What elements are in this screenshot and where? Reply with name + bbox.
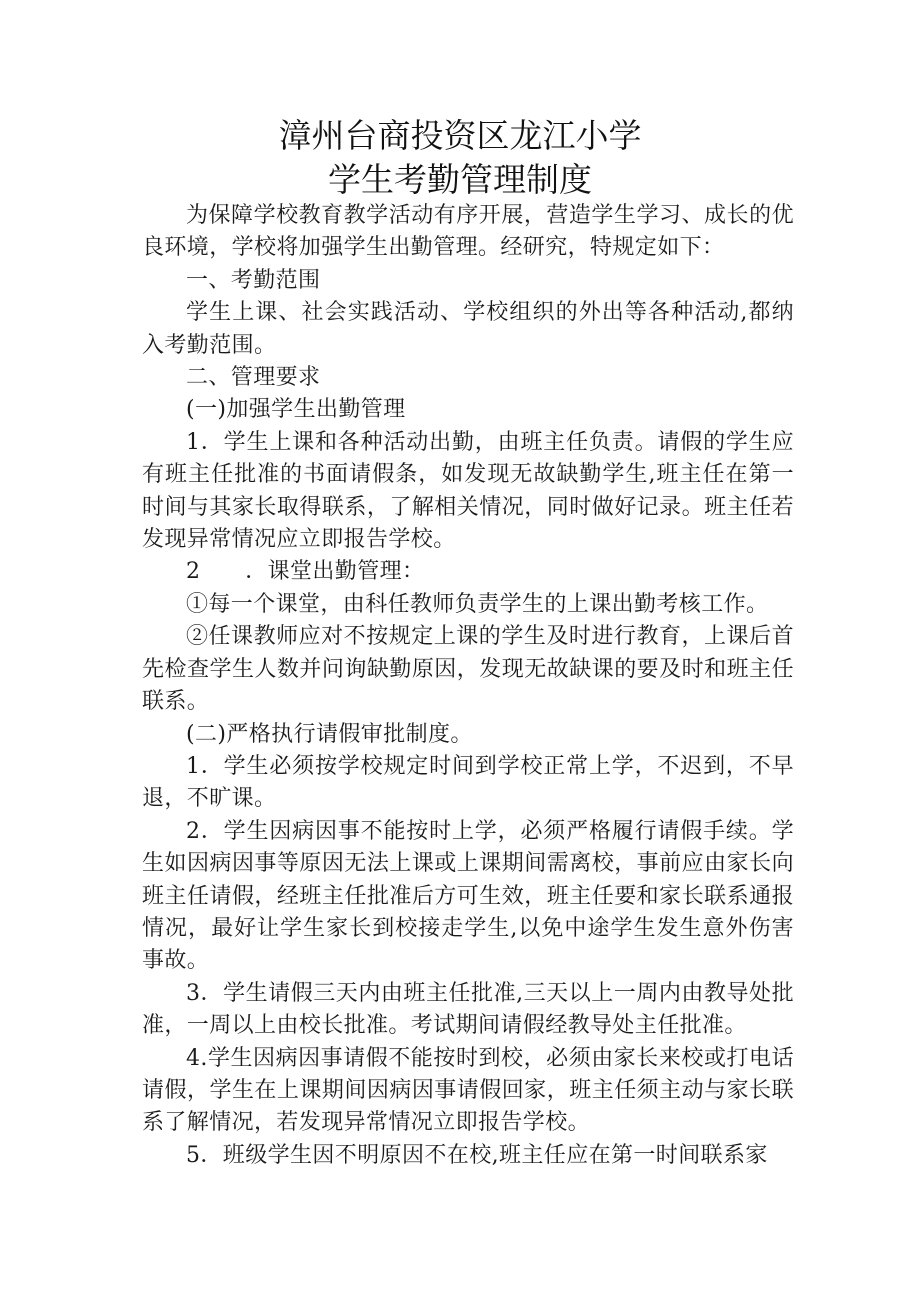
document-title-line-1: 漳州台商投资区龙江小学 — [278, 116, 642, 155]
subsection-heading-attendance: (一)加强学生出勤管理 — [186, 397, 406, 423]
paragraph-item: 2 ．课堂出勤管理： — [186, 559, 425, 585]
document-body — [142, 200, 794, 1172]
paragraph-item: 5．班级学生因不明原因不在校,班主任应在第一时间联系家 — [186, 1142, 768, 1168]
paragraph-intro: 为保障学校教育教学活动有序开展，营造学生学习、成长的优良环境，学校将加强学生出勤管理。经研究，特规定如下： — [142, 203, 794, 261]
paragraph-item: ②任课教师应对不按规定上课的学生及时进行教育，上课后首先检查学生人数并问询缺勤原因，发现无故缺课的要及时和班主任联系。 — [142, 624, 794, 715]
document-title-line-2: 学生考勤管理制度 — [328, 160, 592, 199]
section-heading-scope: 一、考勤范围 — [186, 267, 321, 293]
paragraph-item: 2．学生因病因事不能按时上学，必须严格履行请假手续。学生如因病因事等原因无法上课或上课期间需离校，事前应由家长向班主任请假，经班主任批准后方可生效，班主任要和家长联系通报情况，最好让学生家长到校接走学生,以免中途学生发生意外伤害事故。 — [142, 818, 794, 974]
paragraph-item: 1．学生必须按学校规定时间到学校正常上学，不迟到，不早退，不旷课。 — [142, 753, 794, 812]
paragraph-item: ①每一个课堂，由科任教师负责学生的上课出勤考核工作。 — [186, 591, 769, 617]
paragraph-item: 1．学生上课和各种活动出勤，由班主任负责。请假的学生应有班主任批准的书面请假条，如发现无故缺勤学生,班主任在第一时间与其家长取得联系，了解相关情况，同时做好记录。班主任若发现异常情况应立即报告学校。 — [142, 429, 794, 553]
paragraph-item: 4.学生因病因事请假不能按时到校，必须由家长来校或打电话请假，学生在上课期间因病因事请假回家，班主任须主动与家长联系了解情况，若发现异常情况立即报告学校。 — [142, 1045, 794, 1136]
subsection-heading-leave: (二)严格执行请假审批制度。 — [186, 721, 473, 747]
paragraph-item: 3．学生请假三天内由班主任批准,三天以上一周内由教导处批准，一周以上由校长批准。考试期间请假经教导处主任批准。 — [142, 980, 794, 1039]
section-heading-requirements: 二、管理要求 — [186, 365, 321, 391]
paragraph-scope: 学生上课、社会实践活动、学校组织的外出等各种活动,都纳入考勤范围。 — [142, 300, 794, 358]
